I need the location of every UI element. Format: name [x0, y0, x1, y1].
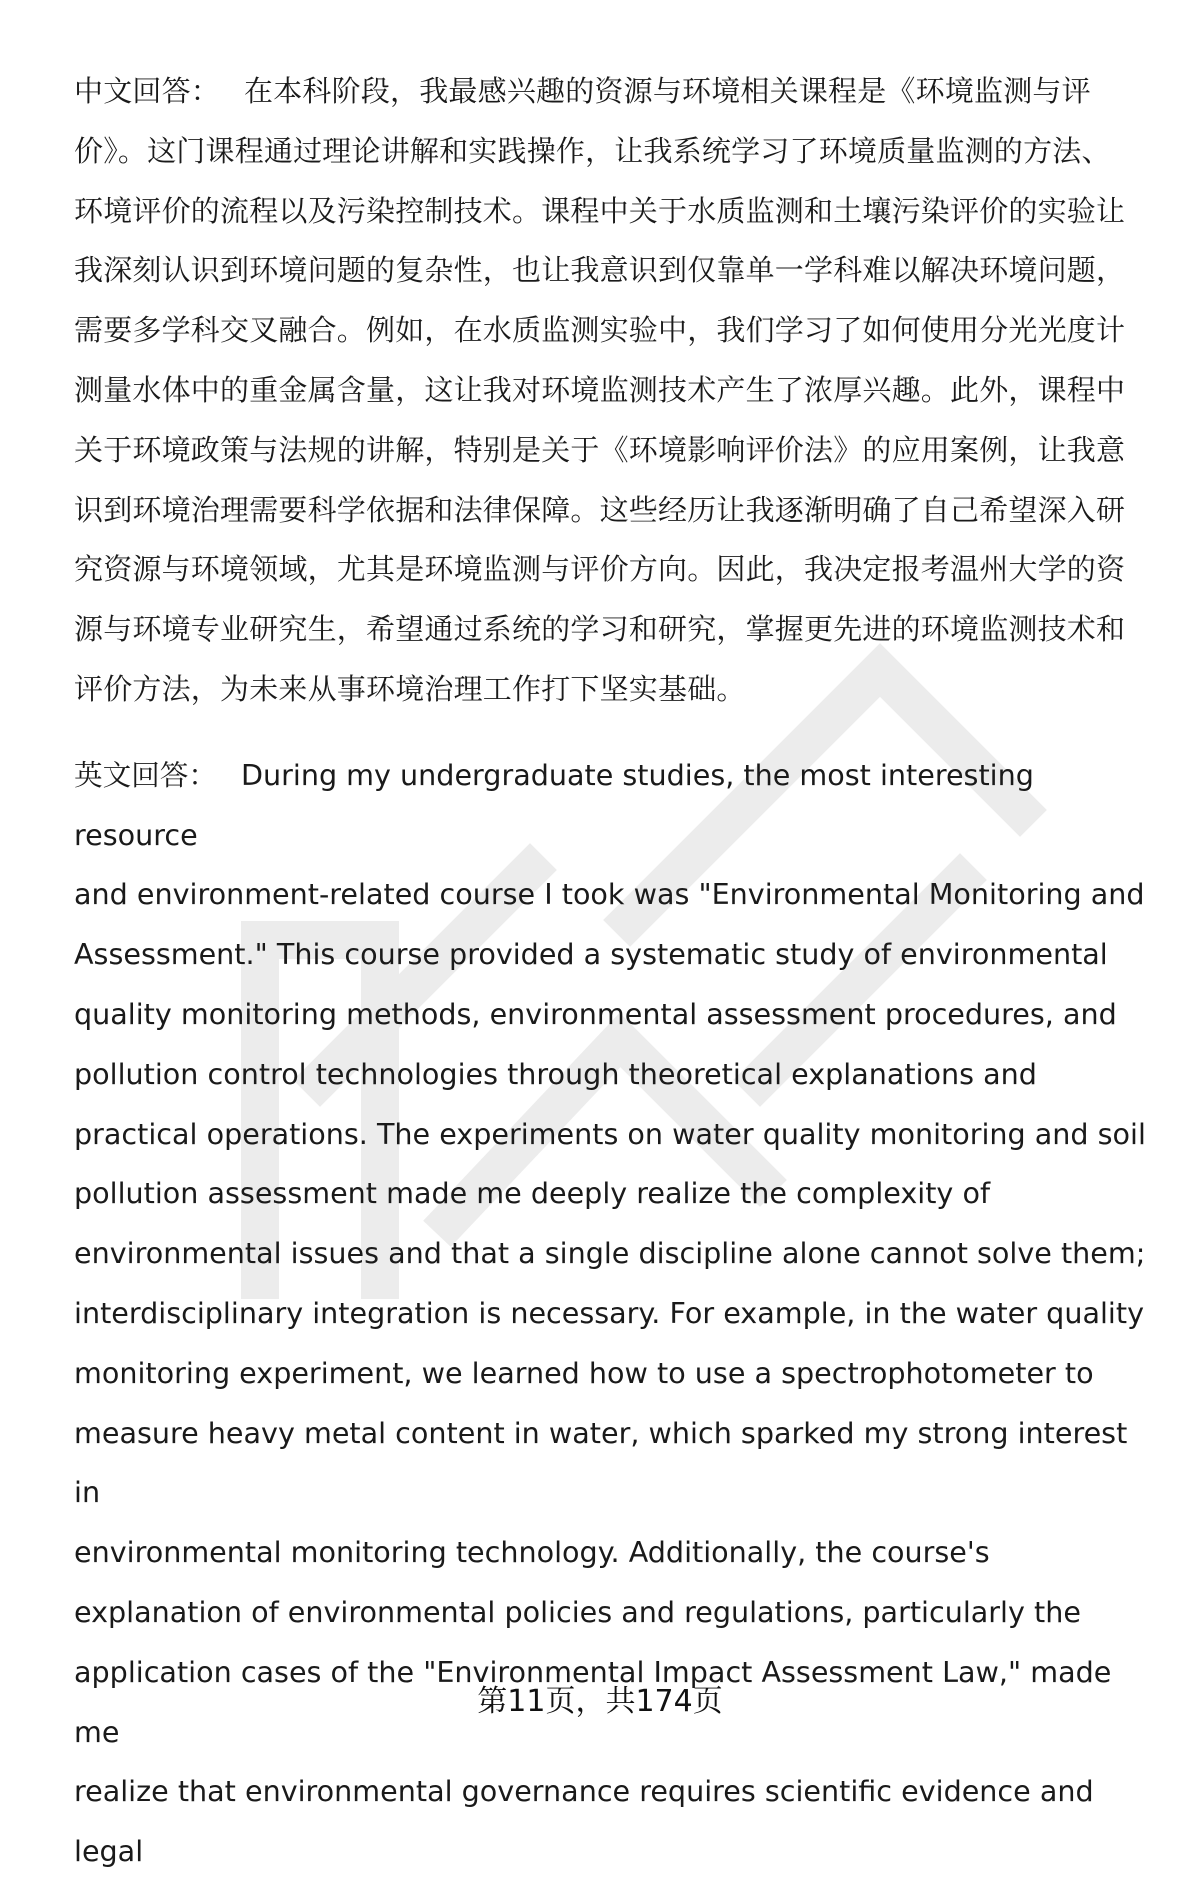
- chinese-answer-paragraph: [74, 62, 1154, 720]
- chinese-answer-text: 在本科阶段，我最感兴趣的资源与环境相关课程是《环境监测与评 价》。这门课程通过理论讲解和实践操作，让我系统学习了环境质量监测的方法、 环境评价的流程以及污染控制技术。课程中关于水质监测和土壤污染评价的实验让 我深刻认识到环境问题的复杂性，也让我意识到仅靠单一学科难以解决环境问题， 需要多学科交叉融合。例如，在水质监测实验中，我们学习了如何使用分光光度计 测量水体中的重金属含量，这让我对环境监测技术产生了浓厚兴趣。此外，课程中 关于环境政策与法规的讲解，特别是关于《环境影响评价法》的应用案例，让我意 识到环境治理需要科学依据和法律保障。这些经历让我逐渐明确了自己希望深入研 究资源与环境领域，尤其是环境监测与评价方向。因此，我决定报考温州大学的资 源与环境专业研究生，希望通过系统的学习和研究，掌握更先进的环境监测技术和 评价方法，为未来从事环境治理工作打下坚实基础。: [74, 74, 1126, 706]
- english-answer-text: During my undergraduate studies, the most interesting resource and environment-related course I took was "Environmental Monitoring and Assessment." This course provided a systematic study of environmental quality monitoring methods, environmental assessment procedures, and pollution control technologies through theoretical explanations and practical operations. The experiments on water quality monitoring and soil pollution assessment made me deeply realize the complexity of environmental issues and that a single discipline alone cannot solve them; interdisciplinary integration is necessary. For example, in the water quality monitoring experiment, we learned how to use a spectrophotometer to measure heavy metal content in water, which sparked my strong interest in environmental monitoring technology. Additionally, the course's explanation of environmental policies and regulations, particularly the application cases of the "Environmental Impact Assessment Law," made me realize that environmental governance requires scientific evidence and legal: [74, 757, 1146, 1869]
- main-content: [74, 62, 1154, 1882]
- english-answer-label: 英文回答：: [74, 757, 217, 792]
- page-number-footer: 第11页，共174页: [477, 1684, 723, 1719]
- chinese-answer-label: 中文回答：: [74, 74, 221, 108]
